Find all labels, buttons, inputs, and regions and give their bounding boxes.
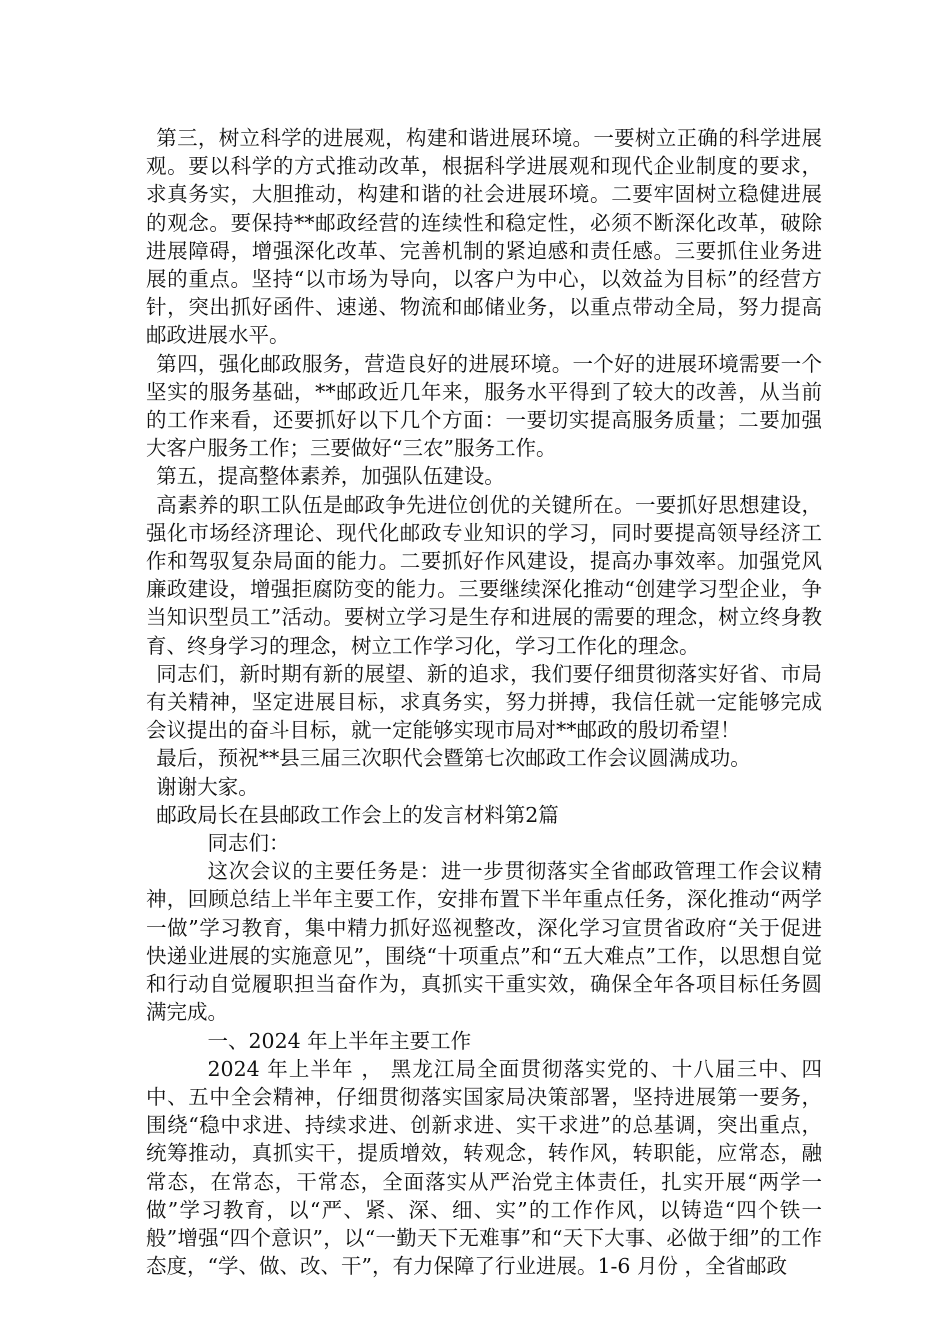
paragraph-fifth-point-body: 高素养的职工队伍是邮政争先进位创优的关键所在。一要抓好思想建设，强化市场经济理论、现代化邮政专业知识的学习，同时要提高领导经济工作和驾驭复杂局面的能力。二要抓好作风建设，提高办事效率。加强党风廉政建设，增强拒腐防变的能力。三要继续深化推动“创建学习型企业，争当知识型员工”活动。要树立学习是生存和进展的需要的理念，树立终身教育、终身学习的理念，树立工作学习化，学习工作化的理念。 — [146, 492, 822, 658]
section-title-part-2: 邮政局长在县邮政工作会上的发言材料第2篇 — [156, 802, 559, 827]
paragraph-fifth-point-heading: 第五，提高整体素养，加强队伍建设。 — [156, 464, 505, 489]
paragraph-fourth-point: 第四，强化邮政服务，营造良好的进展环境。一个好的进展环境需要一个坚实的服务基础，**邮政近几年来，服务水平得到了较大的改善，从当前的工作来看，还要抓好以下几个方面：一要切实提高服务质量；二要加强大客户服务工作；三要做好“三农”服务工作。 — [146, 351, 822, 461]
heading-first-half-work: 一、2024 年上半年主要工作 — [207, 1028, 472, 1053]
paragraph-closing-appeal: 同志们，新时期有新的展望、新的追求，我们要仔细贯彻落实好省、市局有关精神，坚定进展目标，求真务实，努力拼搏，我信任就一定能够完成会议提出的奋斗目标，就一定能够实现市局对**邮政的殷切希望！ — [146, 661, 822, 743]
paragraph-thanks: 谢谢大家。 — [156, 774, 259, 799]
paragraph-third-point: 第三，树立科学的进展观，构建和谐进展环境。一要树立正确的科学进展观。要以科学的方式推动改革，根据科学进展观和现代企业制度的要求，求真务实，大胆推动，构建和谐的社会进展环境。二要牢固树立稳健进展的观念。要保持**邮政经营的连续性和稳定性，必须不断深化改革，破除进展障碍，增强深化改革、完善机制的紧迫感和责任感。三要抓住业务进展的重点。坚持“以市场为导向，以客户为中心，以效益为目标”的经营方针，突出抓好函件、速递、物流和邮储业务，以重点带动全局，努力提高邮政进展水平。 — [146, 126, 822, 348]
paragraph-meeting-tasks: 这次会议的主要任务是：进一步贯彻落实全省邮政管理工作会议精神，回顾总结上半年主要工作，安排布置下半年重点任务，深化推动“两学一做”学习教育，集中精力抓好巡视整改，深化学习宣贯省政府“关于促进快递业进展的实施意见”，围绕“十项重点”和“五大难点”工作，以思想自觉和行动自觉履职担当奋作为，真抓实干重实效，确保全年各项目标任务圆满完成。 — [146, 859, 822, 1025]
paragraph-final-wish: 最后，预祝**县三届三次职代会暨第七次邮政工作会议圆满成功。 — [156, 746, 751, 771]
paragraph-first-half-summary: 2024 年上半年 ， 黑龙江局全面贯彻落实党的、十八届三中、四中、五中全会精神，仔细贯彻落实国家局决策部署，坚持进展第一要务，围绕“稳中求进、持续求进、创新求进、实干求进”的总基调，突出重点，统筹推动，真抓实干，提质增效，转观念，转作风，转职能，应常态，融常态，在常态，干常态，全面落实从严治党主体责任，扎实开展“两学一做”学习教育，以“严、紧、深、细、实”的工作作风，以铸造“四个铁一般”增强“四个意识”，以“一勤天下无难事”和“天下大事、必做于细”的工作态度，“学、做、改、干”，有力保障了行业进展。1-6 月份 ，全省邮政 — [146, 1056, 822, 1279]
paragraph-salutation: 同志们： — [207, 831, 290, 856]
document-body — [146, 124, 822, 1280]
